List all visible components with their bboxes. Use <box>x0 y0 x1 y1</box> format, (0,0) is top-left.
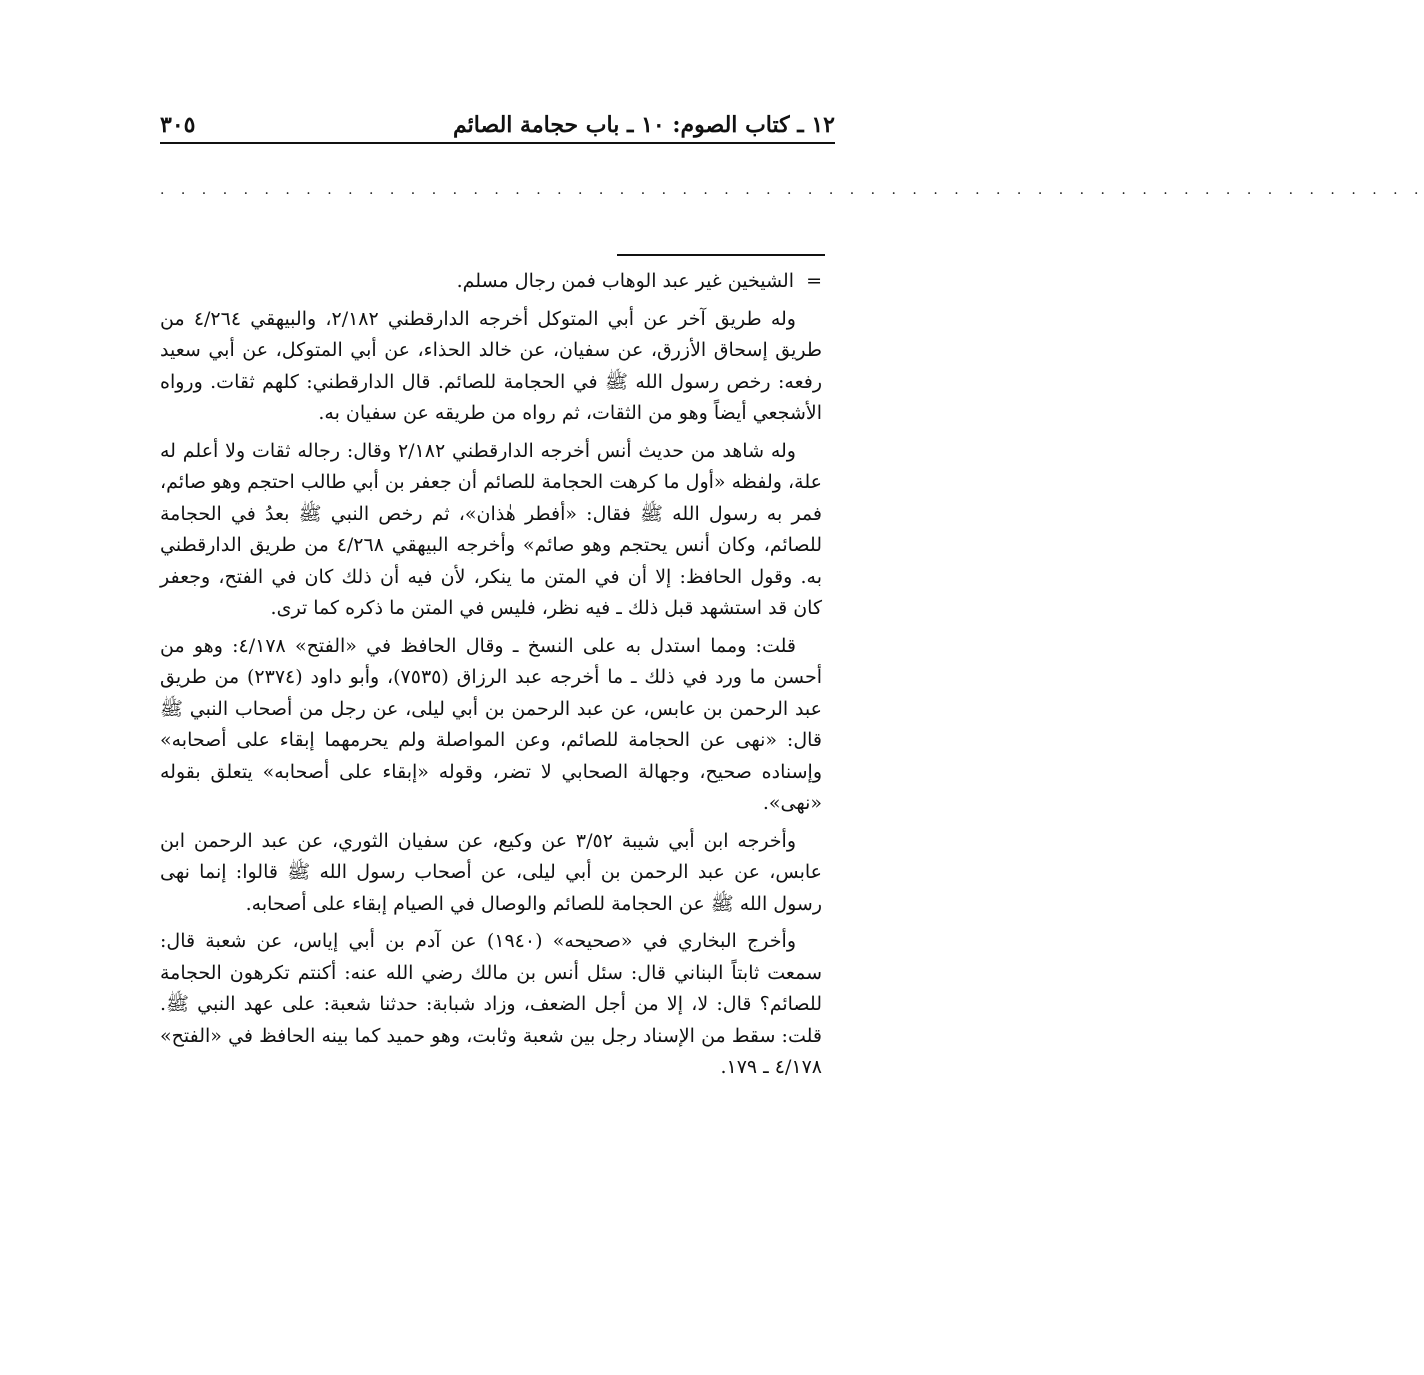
page-number: ٣٠٥ <box>160 112 196 138</box>
dotted-separator: · · · · · · · · · · · · · · · · · · · · · · · · · · · · · · · · · · · · · · · · · · · · · · · · · · · · · · · · · · · · · <box>160 186 1424 202</box>
footnote-paragraph-2: وله طريق آخر عن أبي المتوكل أخرجه الدارقطني ٢/١٨٢، والبيهقي ٤/٢٦٤ من طريق إسحاق الأزرق، عن سفيان، عن خالد الحذاء، عن أبي المتوكل، عن أبي سعيد رفعه: رخص رسول الله ﷺ في الحجامة للصائم. قال الدارقطني: كلهم ثقات. ورواه الأشجعي أيضاً وهو من الثقات، ثم رواه من طريقه عن سفيان به. <box>160 307 822 424</box>
footnote-paragraph-6: وأخرج البخاري في «صحيحه» (١٩٤٠) عن آدم بن أبي إياس، عن شعبة قال: سمعت ثابتاً البناني قال: سئل أنس بن مالك رضي الله عنه: أكنتم تكرهون الحجامة للصائم؟ قال: لا، إلا من أجل الضعف، وزاد شبابة: حدثنا شعبة: على عهد النبي ﷺ. قلت: سقط من الإسناد رجل بين شعبة وثابت، وهو حميد كما بينه الحافظ في «الفتح» ٤/١٧٨ ـ ١٧٩. <box>160 930 822 1078</box>
footnote-paragraph-1 <box>160 266 822 298</box>
header-rule <box>160 142 835 144</box>
paragraph-text: الشيخين غير عبد الوهاب فمن رجال مسلم. <box>456 270 794 292</box>
footnote-paragraph-4: قلت: ومما استدل به على النسخ ـ وقال الحافظ في «الفتح» ٤/١٧٨: وهو من أحسن ما ورد في ذلك ـ ما أخرجه عبد الرزاق (٧٥٣٥)، وأبو داود (٢٣٧٤) من طريق عبد الرحمن بن عابس، عن عبد الرحمن بن أبي ليلى، عن رجل من أصحاب النبي ﷺ قال: «نهى عن الحجامة للصائم، وعن المواصلة ولم يحرمهما إبقاء على أصحابه» وإسناده صحيح، وجهالة الصحابي لا تضر، وقوله «إبقاء على أصحابه» يتعلق بقوله «نهى». <box>160 634 822 814</box>
footnote-rule <box>617 254 825 256</box>
footnote-paragraph-5: وأخرجه ابن أبي شيبة ٣/٥٢ عن وكيع، عن سفيان الثوري، عن عبد الرحمن ابن عابس، عن عبد الرحمن بن أبي ليلى، عن أصحاب رسول الله ﷺ قالوا: إنما نهى رسول الله ﷺ عن الحجامة للصائم والوصال في الصيام إبقاء على أصحابه. <box>160 829 822 915</box>
header-title: ١٢ ـ كتاب الصوم: ١٠ ـ باب حجامة الصائم <box>453 112 835 138</box>
footnote-body <box>160 266 822 1090</box>
continuation-mark: = <box>806 270 822 292</box>
footnote-paragraph-3: وله شاهد من حديث أنس أخرجه الدارقطني ٢/١٨٢ وقال: رجاله ثقات ولا أعلم له علة، ولفظه «أول ما كرهت الحجامة للصائم أن جعفر بن أبي طالب احتجم وهو صائم، فمر به رسول الله ﷺ فقال: «أفطر هٰذان»، ثم رخص النبي ﷺ بعدُ في الحجامة للصائم، وكان أنس يحتجم وهو صائم» وأخرجه البيهقي ٤/٢٦٨ من طريق الدارقطني به. وقول الحافظ: إلا أن في المتن ما ينكر، لأن فيه أن ذلك كان في الفتح، وجعفر كان قد استشهد قبل ذلك ـ فيه نظر، فليس في المتن ما ذكره كما ترى. <box>160 439 822 619</box>
